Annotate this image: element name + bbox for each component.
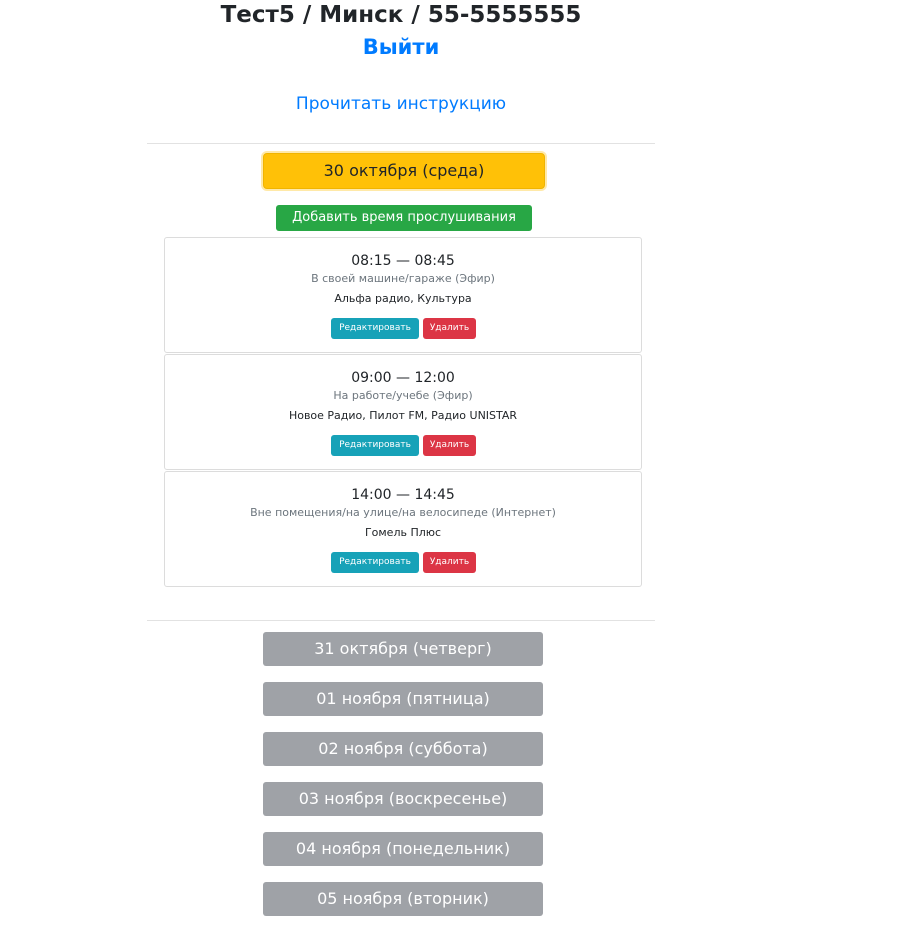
edit-button[interactable]: Редактировать xyxy=(331,435,419,456)
delete-button[interactable]: Удалить xyxy=(423,552,476,573)
slot-time: 14:00 — 14:45 xyxy=(351,487,455,503)
slot-stations: Гомель Плюс xyxy=(364,526,442,539)
day-button[interactable]: 03 ноября (воскресенье) xyxy=(263,782,543,816)
slot-stations: Альфа радио, Культура xyxy=(334,292,472,305)
listening-slot xyxy=(164,471,642,587)
add-listening-time-button[interactable]: Добавить время прослушивания xyxy=(276,205,532,231)
day-button[interactable]: 02 ноября (суббота) xyxy=(263,732,543,766)
slot-place: В своей машине/гараже (Эфир) xyxy=(311,272,495,285)
user-info-title: Тест5 / Минск / 55-5555555 xyxy=(220,2,582,28)
slot-place: Вне помещения/на улице/на велосипеде (Интернет) xyxy=(250,506,556,519)
listening-slot xyxy=(164,237,642,353)
instruction-link[interactable]: Прочитать инструкцию xyxy=(295,94,507,114)
slot-stations: Новое Радио, Пилот FM, Радио UNISTAR xyxy=(288,409,518,422)
day-button[interactable]: 31 октября (четверг) xyxy=(263,632,543,666)
logout-link[interactable]: Выйти xyxy=(362,35,440,59)
edit-button[interactable]: Редактировать xyxy=(331,318,419,339)
delete-button[interactable]: Удалить xyxy=(423,318,476,339)
divider-bottom xyxy=(147,620,655,621)
day-button[interactable]: 05 ноября (вторник) xyxy=(263,882,543,916)
day-button[interactable]: 04 ноября (понедельник) xyxy=(263,832,543,866)
listening-slot xyxy=(164,354,642,470)
day-button-active[interactable]: 30 октября (среда) xyxy=(263,153,545,189)
slot-time: 09:00 — 12:00 xyxy=(351,370,455,386)
slot-time: 08:15 — 08:45 xyxy=(351,253,455,269)
slot-place: На работе/учебе (Эфир) xyxy=(333,389,473,402)
divider-top xyxy=(147,143,655,144)
delete-button[interactable]: Удалить xyxy=(423,435,476,456)
edit-button[interactable]: Редактировать xyxy=(331,552,419,573)
day-button[interactable]: 01 ноября (пятница) xyxy=(263,682,543,716)
